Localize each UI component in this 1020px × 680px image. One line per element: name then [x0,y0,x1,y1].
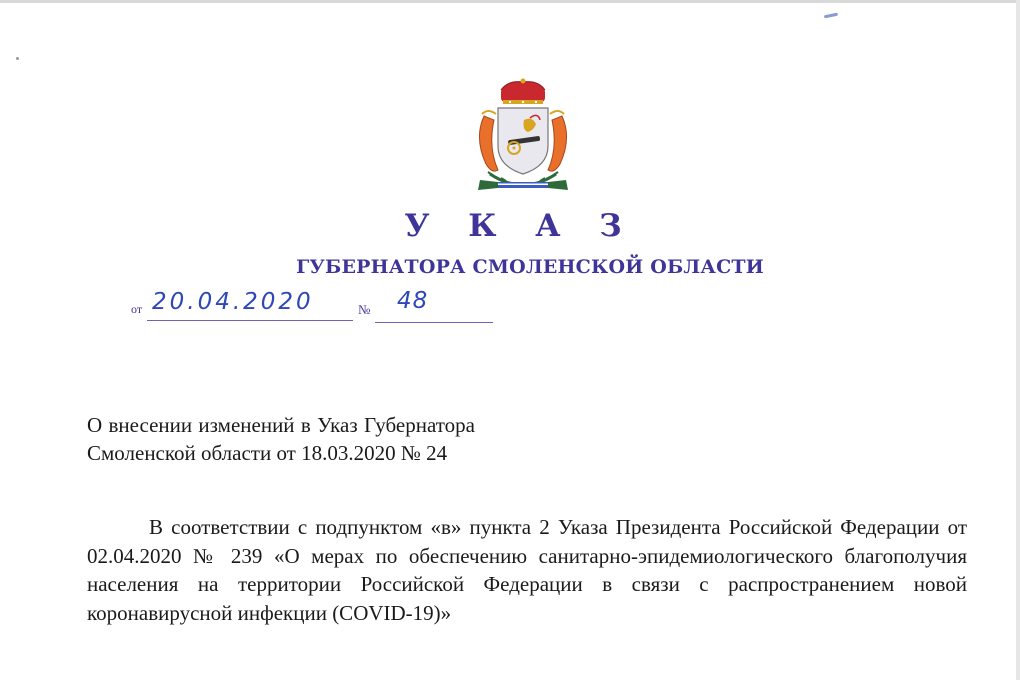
number-underline [375,322,493,323]
date-underline [147,320,353,321]
scan-top-edge [0,0,1020,3]
number-prefix: № [358,302,371,317]
scan-right-edge [1016,0,1020,680]
scan-speck [16,57,19,60]
document-title: У К А З [404,208,636,244]
document-issuer: ГУБЕРНАТОРА СМОЛЕНСКОЙ ОБЛАСТИ [296,256,764,278]
handwritten-number: 48 [397,288,429,314]
date-prefix: от [131,302,143,316]
coat-of-arms-icon [468,78,578,196]
crown-icon [501,79,545,105]
document-subject: О внесении изменений в Указ Губернатора Смоленской области от 18.03.2020 № 24 [87,413,475,465]
document-body-paragraph: В соответствии с подпунктом «в» пункта 2 Указа Президента Российской Федерации от 02.04.2020 № 239 «О мерах по обеспечению санитарно-эпидемиологического благополучия населения на территории Российской Федерации в связи с распространением новой коронавирусной инфекции (COVID-19)» [87,515,967,625]
handwritten-date: 20.04.2020 [152,289,314,315]
ink-smudge [824,13,838,19]
